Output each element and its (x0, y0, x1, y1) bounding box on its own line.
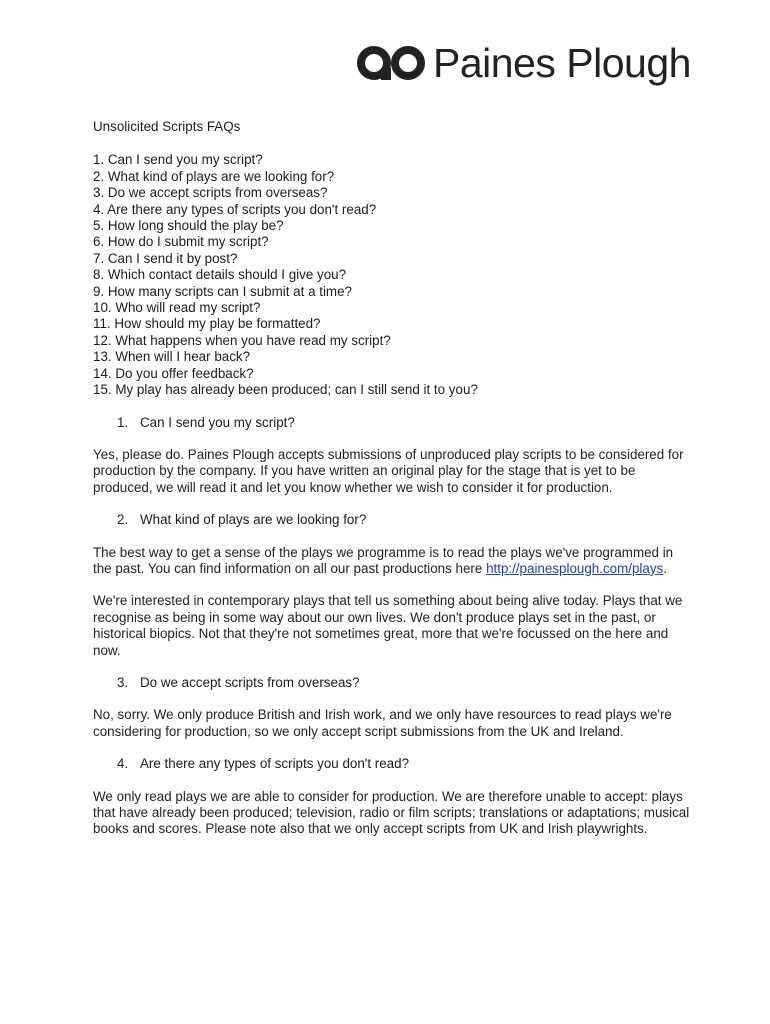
paragraph-text: The best way to get a sense of the plays we programme is to read the plays we've programmed in the past. You can find information on all our past productions here (93, 544, 674, 576)
section-paragraph: We only read plays we are able to consider for production. We are therefore unable to accept: plays that have already been produced; television, radio or film scripts; translations or adaptations; musical books and scores. Please note also that we only accept scripts from UK and Irish playwrights. (93, 788, 690, 837)
faq-index-item: 14. Do you offer feedback? (93, 365, 254, 381)
past-plays-link[interactable]: http://painesplough.com/plays (486, 560, 664, 576)
paragraph-text: . (663, 560, 667, 576)
page-title: Unsolicited Scripts FAQs (93, 119, 241, 134)
logo-mark-icon (357, 44, 427, 82)
paines-plough-logo (357, 40, 691, 86)
section-title: Can I send you my script? (140, 414, 295, 430)
section-title: What kind of plays are we looking for? (140, 512, 367, 528)
faq-index-item: 15. My play has already been produced; can I still send it to you? (93, 382, 478, 398)
faq-index-item: 12. What happens when you have read my script? (93, 332, 391, 348)
faq-index-item: 6. How do I submit my script? (93, 234, 269, 250)
faq-index-item: 1. Can I send you my script? (93, 152, 263, 168)
faq-index-item: 3. Do we accept scripts from overseas? (93, 185, 328, 201)
faq-index (93, 152, 693, 398)
faq-index-item: 10. Who will read my script? (93, 300, 261, 316)
section-paragraph (93, 545, 693, 578)
document-body (93, 119, 693, 854)
faq-index-item: 13. When will I hear back? (93, 349, 251, 365)
section-heading (117, 415, 693, 431)
brand-name: Paines Plough (433, 40, 691, 86)
faq-index-item: 5. How long should the play be? (93, 218, 284, 234)
faq-index-item: 8. Which contact details should I give you? (93, 267, 347, 283)
section-paragraph: Yes, please do. Paines Plough accepts submissions of unproduced play scripts to be considered for production by the company. If you have written an original play for the stage that is yet to be produced, we will read it and let you know whether we wish to consider it for production. (93, 446, 684, 495)
section-heading (117, 675, 693, 691)
section-title: Do we accept scripts from overseas? (140, 674, 360, 690)
section-heading (117, 512, 693, 528)
faq-index-item: 7. Can I send it by post? (93, 250, 238, 266)
section-heading (117, 756, 693, 772)
section-number: 3. (117, 674, 129, 690)
section-title: Are there any types of scripts you don't read? (140, 756, 410, 772)
section-number: 1. (117, 414, 129, 430)
faq-index-item: 2. What kind of plays are we looking for? (93, 168, 335, 184)
section-paragraph: We're interested in contemporary plays that tell us something about being alive today. Plays that we recognise as being in some way about our own lives. We don't produce plays set in the past, or historical biopics. Not that they're not sometimes great, more that we're focussed on the here and now. (93, 593, 683, 658)
faq-index-item: 9. How many scripts can I submit at a time? (93, 283, 352, 299)
section-number: 2. (117, 512, 129, 528)
section-paragraph: No, sorry. We only produce British and Irish work, and we only have resources to read plays we're considering for production, so we only accept script submissions from the UK and Ireland. (93, 707, 672, 739)
faq-index-item: 11. How should my play be formatted? (93, 316, 321, 332)
faq-index-item: 4. Are there any types of scripts you don't read? (93, 201, 377, 217)
section-number: 4. (117, 756, 129, 772)
